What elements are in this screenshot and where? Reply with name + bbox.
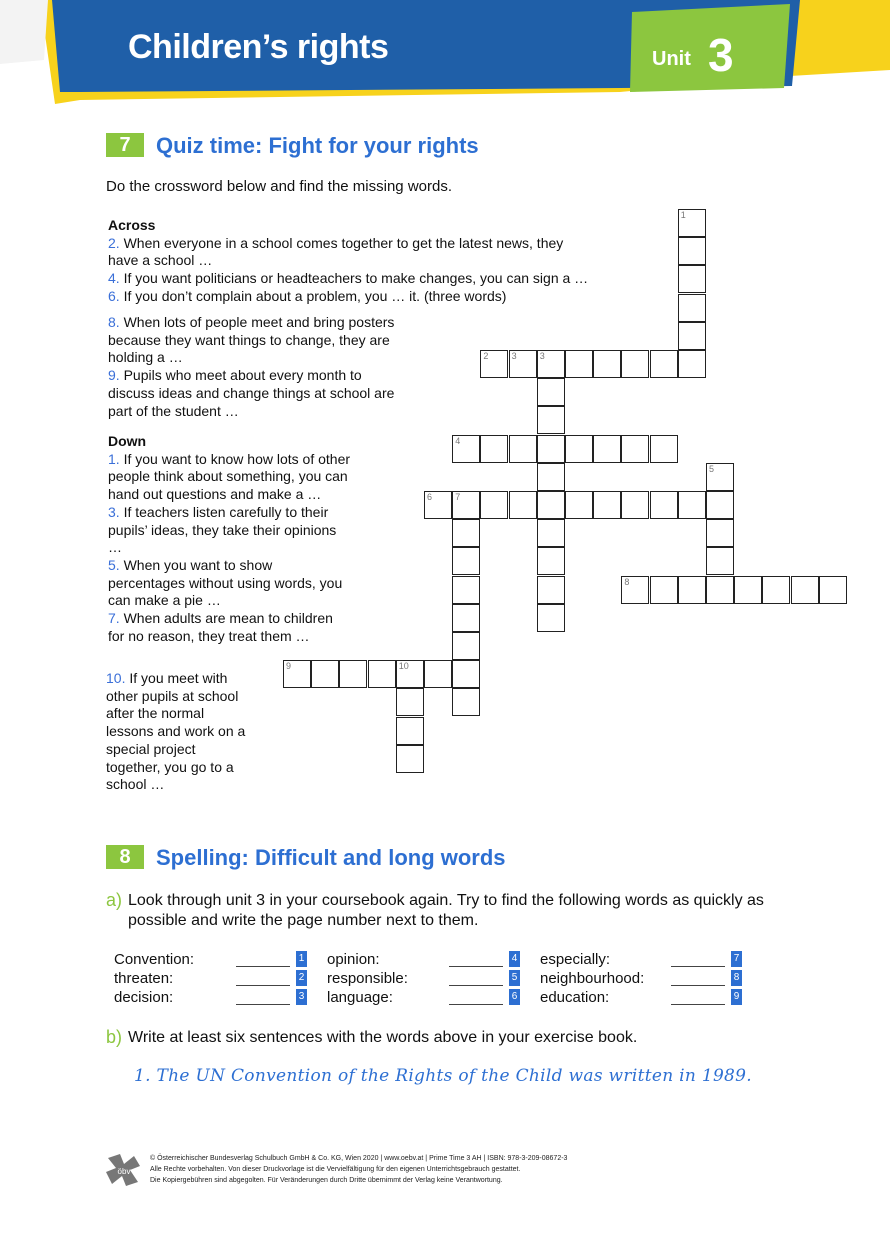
clue-text: If teachers listen carefully to their: [123, 503, 329, 520]
crossword-cell[interactable]: [706, 576, 734, 604]
clue-text: people think about something, you can: [108, 468, 348, 485]
page-number-blank[interactable]: [671, 952, 725, 967]
section-7-number: 7: [106, 133, 144, 157]
word-label: especially:: [540, 951, 611, 968]
unit-label: Unit: [652, 48, 691, 70]
crossword-cell[interactable]: [537, 491, 565, 519]
footer-line-3: Die Kopiergebühren sind abgegolten. Für Veränderungen durch Dritte übernimmt der Verlag keine Verantwortung.: [150, 1177, 503, 1184]
footer-line-2: Alle Rechte vorbehalten. Von dieser Druckvorlage ist die Vervielfältigung für den eigenen Unterrichtsgebrauch gestattet.: [150, 1166, 521, 1173]
page-number-blank[interactable]: [449, 990, 503, 1005]
crossword-cell[interactable]: [734, 576, 762, 604]
word-label: neighbourhood:: [540, 970, 645, 987]
word-number-badge: 5: [509, 970, 520, 986]
crossword-cell[interactable]: [706, 491, 734, 519]
down-clue-line: [106, 759, 276, 777]
clue-text: percentages without using words, you: [108, 574, 343, 591]
across-clue-line: [108, 403, 428, 421]
crossword-cell[interactable]: [621, 350, 649, 378]
down-clues: [108, 433, 388, 645]
crossword-cell[interactable]: [537, 435, 565, 463]
crossword-cell[interactable]: [396, 717, 424, 745]
word-label: responsible:: [327, 970, 408, 987]
part-a-text-1: Look through unit 3 in your coursebook again. Try to find the following words as quickly as: [128, 892, 764, 909]
down-clue-line: [106, 688, 276, 706]
crossword-cell[interactable]: [819, 576, 847, 604]
across-clue-line: [108, 314, 428, 332]
clue-text: If you don’t complain about a problem, you … it. (three words): [123, 287, 507, 304]
clue-text: special project: [106, 740, 196, 757]
clue-text: When you want to show: [123, 556, 273, 573]
page-title: Children’s rights: [128, 28, 389, 66]
crossword-cell[interactable]: [678, 294, 706, 322]
down-clue-line: [106, 723, 276, 741]
word-label: threaten:: [114, 970, 174, 987]
crossword-cell[interactable]: [593, 491, 621, 519]
word-label: education:: [540, 989, 610, 1006]
down-clue-line: [108, 575, 388, 593]
clue-number: 4.: [108, 270, 120, 287]
down-clue-line: [106, 776, 276, 794]
down-clue-line: [108, 468, 388, 486]
clue-number: 5.: [108, 556, 120, 573]
crossword-cell[interactable]: [762, 576, 790, 604]
down-clue-line: [106, 670, 276, 688]
word-label: language:: [327, 989, 393, 1006]
across-clue-line: [108, 367, 428, 385]
down-clue-line: [108, 610, 388, 628]
clue-text: other pupils at school: [106, 687, 239, 704]
across-clues-2: [108, 314, 428, 420]
clue-text: pupils’ ideas, they take their opinions: [108, 521, 337, 538]
svg-text:öbv: öbv: [117, 1167, 131, 1176]
clue-number: 10.: [106, 670, 126, 686]
clue-text: If you meet with: [129, 670, 228, 686]
clue-text: …: [108, 539, 122, 556]
crossword-cell[interactable]: [621, 435, 649, 463]
word-number-badge: 1: [296, 951, 307, 967]
clue-text: hand out questions and make a …: [108, 486, 322, 503]
across-clue-line: [108, 332, 428, 350]
crossword-cell[interactable]: [537, 604, 565, 632]
clue-text: after the normal: [106, 705, 205, 722]
crossword-cell-number: 3: [511, 351, 517, 361]
crossword-cell[interactable]: [452, 547, 480, 575]
section-8-title: Spelling: Difficult and long words: [156, 845, 506, 870]
word-number-badge: 6: [509, 989, 520, 1005]
word-number-badge: 8: [731, 970, 742, 986]
crossword-cell[interactable]: [396, 688, 424, 716]
crossword-cell[interactable]: [706, 519, 734, 547]
across-clue-line: [108, 349, 428, 367]
crossword-cell[interactable]: [537, 547, 565, 575]
crossword-cell[interactable]: [593, 350, 621, 378]
word-number-badge: 7: [731, 951, 742, 967]
crossword-cell-number: 10: [398, 661, 409, 672]
crossword-cell[interactable]: [565, 491, 593, 519]
crossword-cell[interactable]: [593, 435, 621, 463]
clue-text: part of the student …: [108, 402, 239, 419]
clue-number: 2.: [108, 234, 120, 251]
page-number-blank[interactable]: [236, 971, 290, 986]
crossword-cell[interactable]: [452, 491, 480, 519]
crossword-cell[interactable]: [678, 491, 706, 519]
clue-number: 1.: [108, 450, 120, 467]
clue-text: school …: [106, 776, 165, 793]
crossword-cell[interactable]: [650, 350, 678, 378]
crossword-cell[interactable]: [396, 745, 424, 773]
crossword-cell[interactable]: [509, 350, 537, 378]
crossword-cell-number: 5: [709, 463, 715, 474]
page-number-blank[interactable]: [671, 990, 725, 1005]
crossword-cell[interactable]: [396, 660, 424, 688]
crossword-cell[interactable]: [509, 491, 537, 519]
clue-text: have a school …: [108, 252, 213, 269]
crossword-cell-number: 4: [455, 435, 461, 446]
crossword-cell-number: 1: [680, 210, 686, 220]
down-clues-2: [106, 670, 276, 794]
clue-number: 6.: [108, 287, 120, 304]
section-7-instruction: Do the crossword below and find the missing words.: [106, 178, 452, 195]
word-number-badge: 3: [296, 989, 307, 1005]
crossword-cell-number: 8: [624, 576, 630, 587]
unit-badge: [632, 12, 782, 92]
crossword-cell[interactable]: [452, 576, 480, 604]
crossword-cell[interactable]: [480, 435, 508, 463]
page-number-blank[interactable]: [236, 952, 290, 967]
part-a-label: a): [106, 890, 123, 910]
crossword-cell[interactable]: [678, 322, 706, 350]
across-clues: [108, 217, 648, 306]
crossword-cell-number: 2: [483, 351, 489, 361]
crossword-cell[interactable]: [621, 491, 649, 519]
word-label: decision:: [114, 989, 174, 1006]
crossword-cell[interactable]: [424, 491, 452, 519]
crossword-cell[interactable]: [678, 265, 706, 293]
crossword-cell[interactable]: [452, 435, 480, 463]
footer-line-1: © Österreichischer Bundesverlag Schulbuch GmbH & Co. KG, Wien 2020 | www.oebv.at | Prime Time 3 AH | ISBN: 978-3-209-08672-3: [150, 1155, 568, 1162]
clue-text: If you want to know how lots of other: [123, 450, 351, 467]
across-clue-line: [108, 385, 428, 403]
crossword-cell[interactable]: [339, 660, 367, 688]
section-7-title: Quiz time: Fight for your rights: [156, 133, 479, 158]
down-heading: Down: [108, 433, 147, 449]
crossword-cell[interactable]: [311, 660, 339, 688]
clue-number: 8.: [108, 314, 120, 330]
part-a-text-2: possible and write the page number next to them.: [128, 912, 479, 929]
crossword-cell[interactable]: [537, 378, 565, 406]
crossword-cell-number: 7: [455, 492, 461, 502]
crossword-cell-number: 3: [539, 351, 545, 361]
crossword-cell[interactable]: [650, 435, 678, 463]
crossword-cell[interactable]: [452, 604, 480, 632]
across-clue-line: [108, 235, 648, 253]
section-8-number: 8: [106, 845, 144, 869]
down-clue-line: [108, 504, 388, 522]
clue-text: because they want things to change, they are: [108, 331, 390, 348]
crossword-cell[interactable]: [509, 435, 537, 463]
down-clue-line: [106, 741, 276, 759]
down-clue-line: [108, 539, 388, 557]
crossword-cell[interactable]: [791, 576, 819, 604]
clue-text: When lots of people meet and bring posters: [123, 314, 395, 330]
crossword-cell[interactable]: [537, 576, 565, 604]
crossword-cell[interactable]: [452, 519, 480, 547]
crossword-cell[interactable]: [368, 660, 396, 688]
page-number-blank[interactable]: [236, 990, 290, 1005]
page-number-blank[interactable]: [449, 971, 503, 986]
crossword-cell[interactable]: [565, 350, 593, 378]
crossword-cell[interactable]: [424, 660, 452, 688]
down-clue-line: [108, 451, 388, 469]
clue-text: If you want politicians or headteachers to make changes, you can sign a …: [123, 270, 589, 287]
clue-number: 9.: [108, 367, 120, 384]
footer-text: [150, 1153, 567, 1186]
clue-number: 3.: [108, 503, 120, 520]
clue-text: Pupils who meet about every month to: [123, 367, 362, 384]
word-number-badge: 2: [296, 970, 307, 986]
oebv-logo-icon: [104, 1150, 144, 1190]
crossword-cell[interactable]: [283, 660, 311, 688]
crossword-cell[interactable]: [480, 350, 508, 378]
crossword-cell[interactable]: [537, 350, 565, 378]
crossword-cell[interactable]: [678, 350, 706, 378]
crossword-cell[interactable]: [452, 660, 480, 688]
word-number-badge: 9: [731, 989, 742, 1005]
word-label: opinion:: [327, 951, 380, 968]
down-clue-line: [108, 628, 388, 646]
crossword-cell[interactable]: [452, 688, 480, 716]
clue-text: When everyone in a school comes together to get the latest news, they: [123, 234, 564, 251]
crossword-cell[interactable]: [537, 519, 565, 547]
crossword-cell[interactable]: [565, 435, 593, 463]
clue-number: 7.: [108, 610, 120, 627]
crossword-cell[interactable]: [678, 237, 706, 265]
clue-text: for no reason, they treat them …: [108, 627, 310, 644]
clue-text: holding a …: [108, 349, 183, 366]
across-heading: Across: [108, 217, 156, 233]
crossword-cell-number: 9: [286, 661, 292, 672]
clue-text: discuss ideas and change things at school are: [108, 384, 395, 401]
page-number-blank[interactable]: [671, 971, 725, 986]
crossword-cell[interactable]: [706, 547, 734, 575]
crossword-cell[interactable]: [480, 491, 508, 519]
crossword-cell[interactable]: [650, 576, 678, 604]
down-clue-line: [106, 705, 276, 723]
crossword-cell-number: 6: [427, 492, 433, 502]
clue-text: together, you go to a: [106, 758, 234, 775]
down-clue-line: [108, 522, 388, 540]
down-clue-line: [108, 486, 388, 504]
page-number-blank[interactable]: [449, 952, 503, 967]
crossword-cell[interactable]: [452, 632, 480, 660]
crossword-cell[interactable]: [706, 463, 734, 491]
word-label: Convention:: [114, 951, 195, 968]
crossword-cell[interactable]: [650, 491, 678, 519]
across-clue-line: [108, 288, 648, 306]
crossword-cell[interactable]: [678, 576, 706, 604]
word-number-badge: 4: [509, 951, 520, 967]
down-clue-line: [108, 592, 388, 610]
clue-text: lessons and work on a: [106, 723, 246, 740]
part-b-text: Write at least six sentences with the words above in your exercise book.: [128, 1029, 638, 1046]
crossword-cell[interactable]: [537, 463, 565, 491]
crossword-cell[interactable]: [537, 406, 565, 434]
crossword-cell[interactable]: [678, 209, 706, 237]
down-clue-line: [108, 557, 388, 575]
clue-text: can make a pie …: [108, 592, 221, 609]
across-clue-line: [108, 252, 648, 270]
part-b-label: b): [106, 1027, 123, 1047]
example-sentence: 1. The UN Convention of the Rights of the Child was written in 1989.: [134, 1066, 752, 1086]
crossword-cell[interactable]: [621, 576, 649, 604]
unit-number: 3: [708, 29, 734, 81]
across-clue-line: [108, 270, 648, 288]
clue-text: When adults are mean to children: [123, 610, 333, 627]
